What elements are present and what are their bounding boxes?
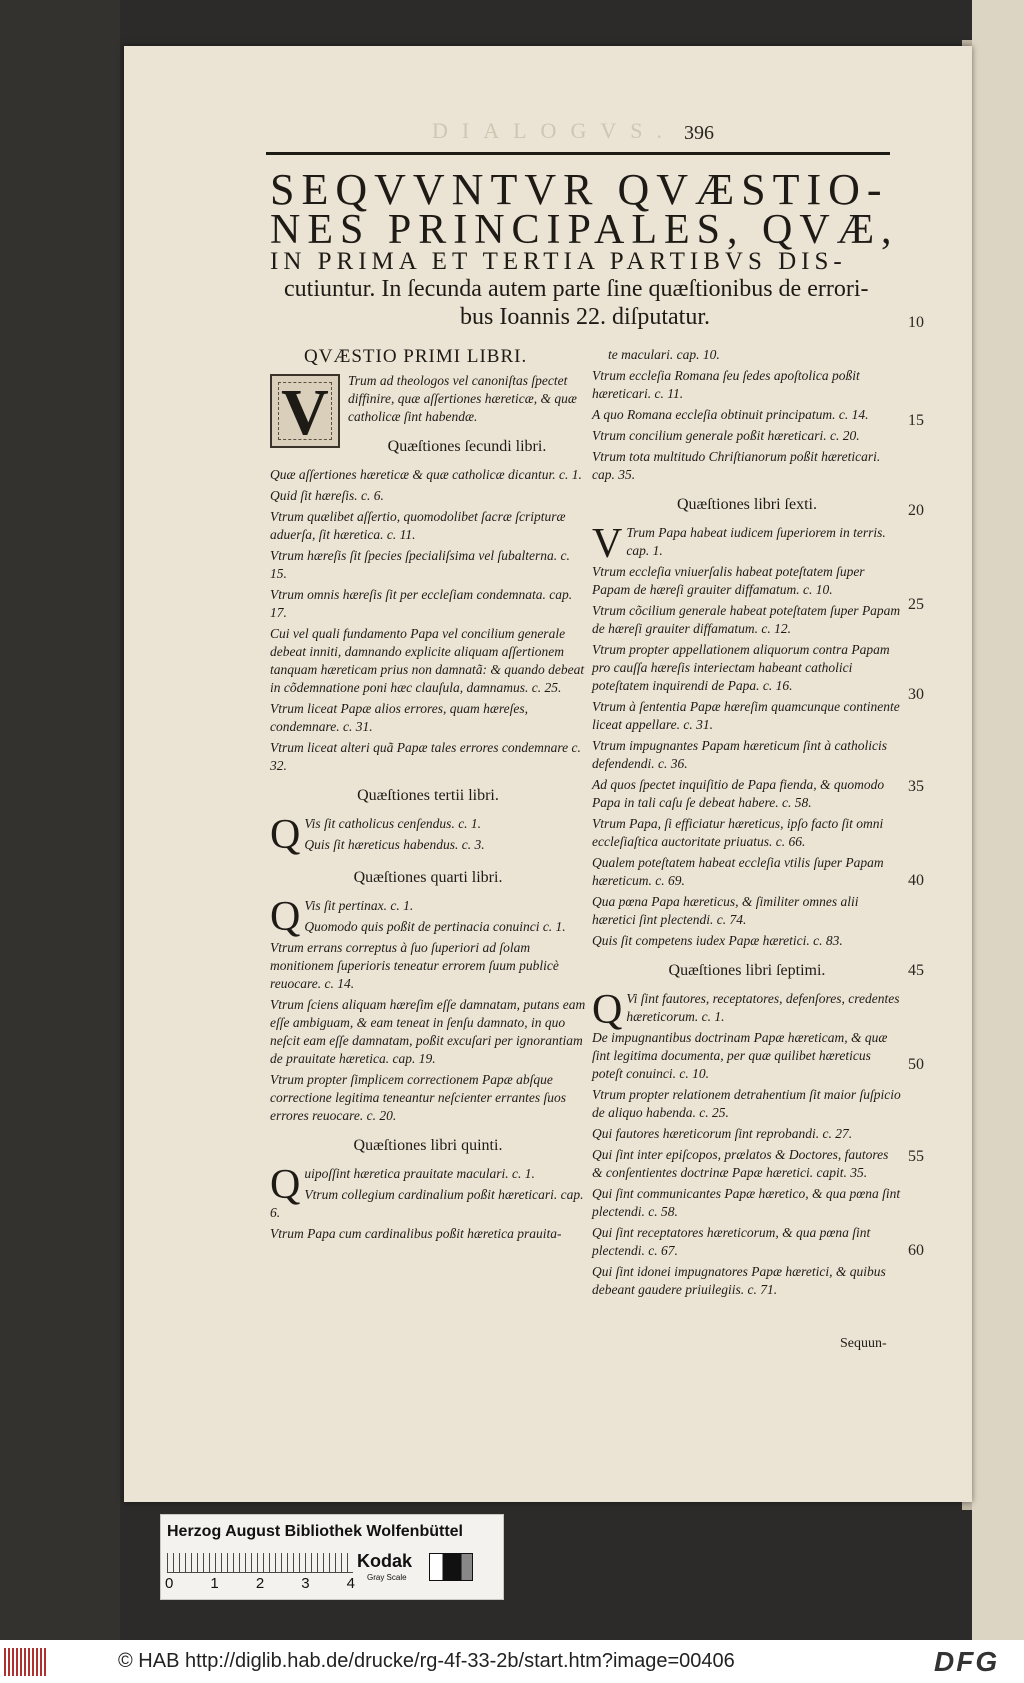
line-number: 35 — [908, 778, 924, 795]
library-name: Herzog August Bibliothek Wolfenbüttel — [167, 1523, 463, 1540]
ruler-number: 3 — [301, 1575, 310, 1592]
question-entry: Vtrum liceat Papæ alios errores, quam hæreſes, condemnare. c. 31. — [270, 701, 528, 734]
section-heading-book-4: Quæſtiones quarti libri. — [353, 869, 503, 886]
question-entry: Qui ſint communicantes Papæ hæretico, & qua pœna ſint plectendi. c. 58. — [592, 1186, 901, 1219]
question-entry: Qui ſint inter epiſcopos, prælatos & Doctores, fautores & conſentientes doctrinæ Papæ hæretici. capit. 35. — [592, 1147, 889, 1180]
title-line-4: cutiuntur. In ſecunda autem parte ſine quæſtionibus de errori- — [284, 276, 869, 302]
question-entry: Vtrum propter ſimplicem correctionem Papæ abſque correctione legitima teneantur neſcienter errantes ſuos errores reuocare. c. 20. — [270, 1072, 567, 1123]
page-number: 396 — [684, 122, 714, 144]
scanner-background-left — [0, 0, 120, 1640]
question-entry: Vtrum liceat alteri quã Papæ tales errores condemnare c. 32. — [270, 740, 581, 773]
question-entry: Vtrum concilium generale poßit hæreticari. c. 20. — [592, 428, 860, 443]
question-entry: Quæ aſſertiones hæreticæ & quæ catholicæ dicantur. c. 1. — [270, 467, 582, 482]
section-heading-book-5: Quæſtiones libri quinti. — [353, 1137, 503, 1154]
section-heading-book-7: Quæſtiones libri ſeptimi. — [668, 962, 826, 979]
measurement-ruler — [167, 1553, 353, 1573]
initial-letter: Q — [592, 987, 623, 1033]
question-entry: Vtrum ſciens aliquam hæreſim eſſe damnatam, putans eam eſſe ambiguam, & eam teneat in ſenſu damnato, in quo neſcit eam eſſe damnatam, poßit excuſari per ignorantiam de prauitate hæretica. cap. 19. — [270, 997, 586, 1066]
initial-letter: V — [281, 376, 329, 449]
question-entry: Quid ſit hæreſis. c. 6. — [270, 488, 384, 503]
right-column — [592, 346, 902, 1302]
ruler-numbers — [165, 1575, 355, 1592]
line-number: 20 — [908, 502, 924, 519]
title-line-5: bus Ioannis 22. diſputatur. — [460, 304, 710, 330]
section-heading-book-3: Quæſtiones tertii libri. — [357, 787, 499, 804]
question-entry: Vtrum eccleſia vniuerſalis habeat poteſtatem ſuper Papam de hæreſi grauiter diffamatum. c. 10. — [592, 564, 865, 597]
ornamental-initial — [270, 374, 340, 448]
line-number: 30 — [908, 686, 924, 703]
question-entry: Qualem poteſtatem habeat eccleſia vtilis ſuper Papam hæreticum. c. 69. — [592, 855, 884, 888]
section-heading-book-1: QVÆSTIO PRIMI LIBRI. — [304, 346, 528, 367]
question-entry: Quis ſit hæreticus habendus. c. 3. — [304, 837, 485, 852]
dfg-logo: DFG — [934, 1646, 1000, 1677]
question-entry: Qui ſint receptatores hæreticorum, & qua pœna ſint plectendi. c. 67. — [592, 1225, 871, 1258]
kodak-logo: Kodak — [357, 1551, 413, 1571]
line-number: 25 — [908, 596, 924, 613]
question-entry: Qui fautores hæreticorum ſint reprobandi. c. 27. — [592, 1126, 853, 1141]
ruler-number: 1 — [210, 1575, 219, 1592]
question-entry: Vis ſit pertinax. c. 1. — [304, 898, 414, 913]
initial-letter: V — [592, 521, 623, 567]
question-entry: Quomodo quis poßit de pertinacia conuinci c. 1. — [304, 919, 566, 934]
question-entry: Cui vel quali fundamento Papa vel concilium generale debeat inniti, damnando explicite aliquam aſſertionem tanquam hæreticam prius non damnatã: & quando debeat in cõdemnatione poni hæc clauſula, damnamus. c. 25. — [270, 626, 585, 695]
section-heading-book-2: Quæſtiones ſecundi libri. — [387, 438, 547, 455]
initial-letter: Q — [270, 894, 301, 940]
question-entry: Vtrum impugnantes Papam hæreticum ſint à catholicis defendendi. c. 36. — [592, 738, 887, 771]
question-entry: Vtrum Papa cum cardinalibus poßit hæretica prauita- — [270, 1226, 562, 1241]
title-line-3: IN PRIMA ET TERTIA PARTIBVS DIS- — [270, 248, 847, 275]
question-entry: Trum ad theologos vel canoniſtas ſpectet diffinire, quæ aſſertiones hæreticæ, & quæ catholicæ ſint habendæ. — [348, 373, 577, 424]
question-entry: De impugnantibus doctrinam Papæ hæreticam, & quæ ſint legitima documenta, per quæ quilibet hæreticus poteſt conuinci. c. 10. — [592, 1030, 888, 1081]
question-entry: Qui ſint idonei impugnatores Papæ hæretici, & quibus debeant gaudere priuilegiis. c. 71. — [592, 1264, 886, 1297]
question-entry: Ad quos ſpectet inquiſitio de Papa fienda, & quomodo Papa in tali caſu ſe debeat habere. c. 58. — [592, 777, 885, 810]
viewer-footer — [0, 1640, 1024, 1683]
initial-letter: Q — [270, 812, 301, 858]
line-number: 50 — [908, 1056, 924, 1073]
question-entry: Quis ſit competens iudex Papæ hæretici. c. 83. — [592, 933, 843, 948]
ruler-number: 4 — [346, 1575, 355, 1592]
question-entry: Vtrum tota multitudo Chriſtianorum poßit hæreticari. cap. 35. — [592, 449, 881, 482]
gray-scale-swatch — [429, 1553, 473, 1581]
title-line-1: SEQVVNTVR QVÆSTIO- — [270, 165, 889, 214]
question-entry: A quo Romana eccleſia obtinuit principatum. c. 14. — [592, 407, 869, 422]
line-number: 40 — [908, 872, 924, 889]
question-entry: Vi ſint fautores, receptatores, defenſores, credentes hæreticorum. c. 1. — [626, 991, 900, 1024]
gray-scale-label: Gray Scale — [367, 1573, 407, 1582]
question-entry: te maculari. cap. 10. — [608, 347, 720, 362]
ruler-number: 0 — [165, 1575, 174, 1592]
question-entry: uipoſſint hæretica prauitate maculari. c. 1. — [304, 1166, 535, 1181]
line-number: 45 — [908, 962, 924, 979]
question-entry: Vtrum omnis hæreſis ſit per eccleſiam condemnata. cap. 17. — [270, 587, 573, 620]
title-line-2: NES PRINCIPALES, QVÆ, — [270, 207, 899, 253]
left-column — [270, 346, 586, 1246]
question-entry: Vtrum errans correptus à ſuo ſuperiori ad ſolam monitionem ſuperioris teneatur errorem ſuum publicè reuocare. c. 14. — [270, 940, 559, 991]
question-entry: Vis ſit catholicus cenſendus. c. 1. — [304, 816, 482, 831]
book-page — [124, 46, 972, 1502]
question-entry: Vtrum collegium cardinalium poßit hæreticari. cap. 6. — [270, 1187, 584, 1220]
facing-page-edge — [972, 0, 1024, 1640]
ruler-number: 2 — [255, 1575, 265, 1592]
question-entry: Vtrum Papa, ſi efficiatur hæreticus, ipſo facto ſit omni eccleſiaſtica auctoritate priuatus. c. 66. — [592, 816, 884, 849]
question-entry: Qua pœna Papa hæreticus, & ſimiliter omnes alii hæretici ſint plectendi. c. 74. — [592, 894, 859, 927]
line-number: 60 — [908, 1242, 924, 1259]
running-head: DIALOGVS. — [432, 118, 676, 143]
line-number: 55 — [908, 1148, 924, 1165]
line-number: 15 — [908, 412, 924, 429]
question-entry: Vtrum propter appellationem aliquorum contra Papam pro cauſſa hæreſis interiectam habeant catholici poteſtatem inquirendi de Papa. c. 16. — [592, 642, 890, 693]
catchword: Sequun- — [840, 1336, 887, 1351]
section-heading-book-6: Quæſtiones libri ſexti. — [677, 496, 817, 513]
question-entry: Vtrum quælibet aſſertio, quomodolibet ſacræ ſcripturæ aduerſa, ſit hæretica. c. 11. — [270, 509, 566, 542]
question-entry: Vtrum hæreſis ſit ſpecies ſpecialiſsima vel ſubalterna. c. 15. — [270, 548, 570, 581]
question-entry: Vtrum propter relationem detrahentium ſit maior ſuſpicio de aliquo habenda. c. 25. — [592, 1087, 901, 1120]
copyright-link[interactable]: © HAB http://diglib.hab.de/drucke/rg-4f-33-2b/start.htm?image=00406 — [118, 1650, 735, 1672]
initial-letter: Q — [270, 1162, 301, 1208]
library-logo-icon — [4, 1648, 46, 1676]
question-entry: Trum Papa habeat iudicem ſuperiorem in terris. cap. 1. — [626, 525, 886, 558]
question-entry: Vtrum cõcilium generale habeat poteſtatem ſuper Papam de hæreſi grauiter diffamatum. c. 12. — [592, 603, 901, 636]
header-rule — [266, 152, 890, 155]
line-number: 10 — [908, 314, 924, 331]
question-entry: Vtrum eccleſia Romana ſeu ſedes apoſtolica poßit hæreticari. c. 11. — [592, 368, 860, 401]
scale-reference-card — [160, 1514, 504, 1600]
question-entry: Vtrum à ſententia Papæ hæreſim quamcunque continente liceat appellare. c. 31. — [592, 699, 900, 732]
